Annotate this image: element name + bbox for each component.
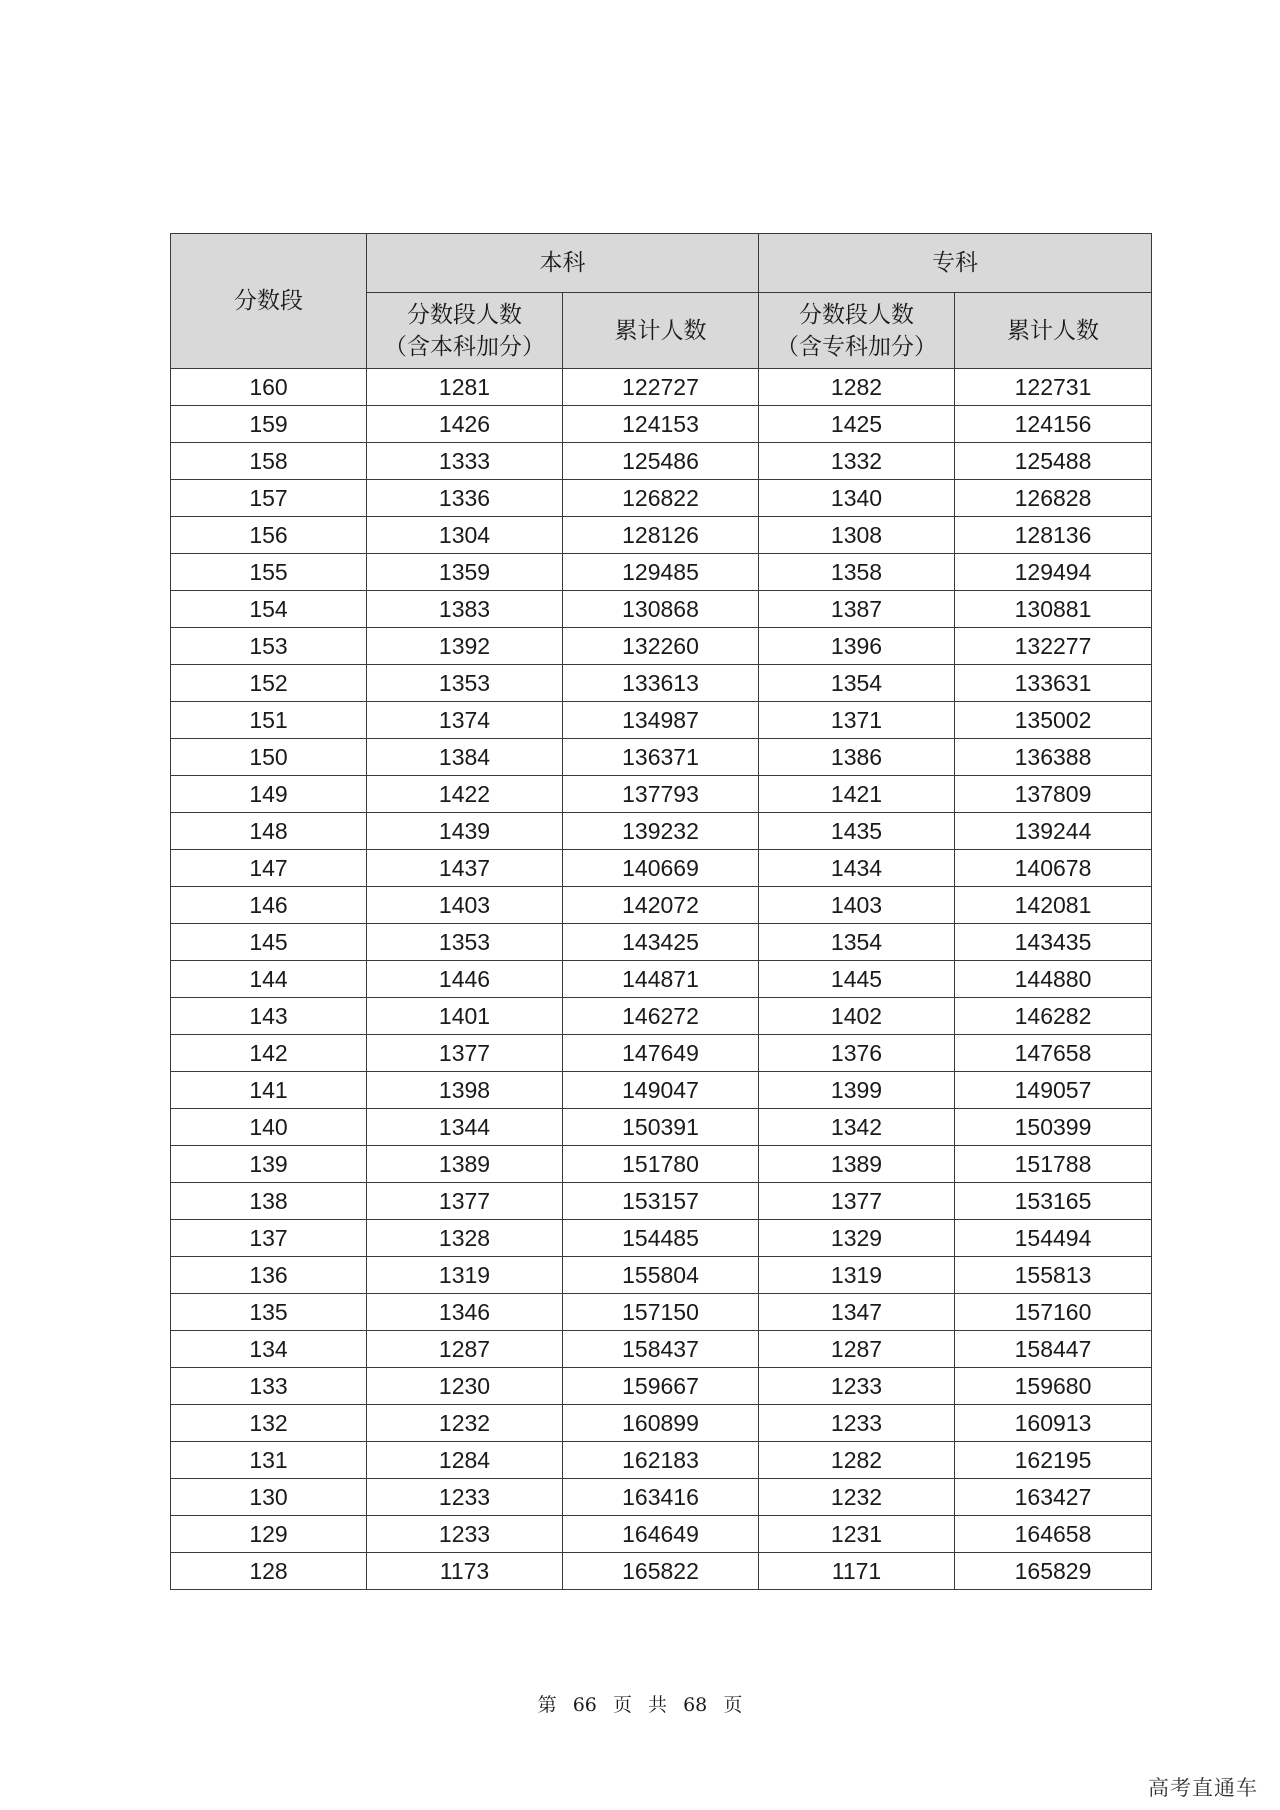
header-benke-count: [367, 293, 563, 369]
benke-cumulative-cell: 139232: [563, 813, 759, 850]
benke-count-cell: 1403: [367, 887, 563, 924]
zhuanke-count-cell: 1354: [759, 665, 955, 702]
table-row: [171, 1479, 1152, 1516]
zhuanke-count-cell: 1377: [759, 1183, 955, 1220]
zhuanke-cumulative-cell: 137809: [955, 776, 1152, 813]
table-row: [171, 739, 1152, 776]
zhuanke-cumulative-cell: 133631: [955, 665, 1152, 702]
score-cell: 160: [171, 369, 367, 406]
table-row: [171, 924, 1152, 961]
zhuanke-cumulative-cell: 162195: [955, 1442, 1152, 1479]
table-row: [171, 776, 1152, 813]
zhuanke-count-cell: 1329: [759, 1220, 955, 1257]
table-row: [171, 665, 1152, 702]
zhuanke-cumulative-cell: 159680: [955, 1368, 1152, 1405]
table-row: [171, 1442, 1152, 1479]
benke-cumulative-cell: 146272: [563, 998, 759, 1035]
benke-count-cell: 1439: [367, 813, 563, 850]
table-row: [171, 1553, 1152, 1590]
benke-count-cell: 1353: [367, 665, 563, 702]
zhuanke-count-cell: 1387: [759, 591, 955, 628]
zhuanke-cumulative-cell: 160913: [955, 1405, 1152, 1442]
zhuanke-count-cell: 1332: [759, 443, 955, 480]
footer-total-pages: 68: [683, 1694, 708, 1716]
benke-count-cell: 1377: [367, 1035, 563, 1072]
zhuanke-cumulative-cell: 126828: [955, 480, 1152, 517]
zhuanke-count-cell: 1282: [759, 1442, 955, 1479]
header-group-benke: 本科: [367, 234, 759, 293]
benke-cumulative-cell: 158437: [563, 1331, 759, 1368]
zhuanke-count-cell: 1308: [759, 517, 955, 554]
score-cell: 128: [171, 1553, 367, 1590]
page-footer: [0, 1690, 1280, 1717]
table-row: [171, 1405, 1152, 1442]
benke-cumulative-cell: 151780: [563, 1146, 759, 1183]
score-cell: 137: [171, 1220, 367, 1257]
benke-cumulative-cell: 137793: [563, 776, 759, 813]
table-row: [171, 554, 1152, 591]
benke-count-cell: 1359: [367, 554, 563, 591]
zhuanke-cumulative-cell: 158447: [955, 1331, 1152, 1368]
watermark-text: 高考直通车: [1148, 1776, 1258, 1800]
benke-count-cell: 1437: [367, 850, 563, 887]
benke-cumulative-cell: 155804: [563, 1257, 759, 1294]
benke-cumulative-cell: 130868: [563, 591, 759, 628]
zhuanke-count-cell: 1287: [759, 1331, 955, 1368]
zhuanke-cumulative-cell: 125488: [955, 443, 1152, 480]
zhuanke-cumulative-cell: 165829: [955, 1553, 1152, 1590]
score-cell: 145: [171, 924, 367, 961]
table-row: [171, 1183, 1152, 1220]
table-row: [171, 813, 1152, 850]
zhuanke-cumulative-cell: 136388: [955, 739, 1152, 776]
table-row: [171, 998, 1152, 1035]
zhuanke-count-cell: 1396: [759, 628, 955, 665]
score-cell: 130: [171, 1479, 367, 1516]
table-row: [171, 1257, 1152, 1294]
zhuanke-count-cell: 1399: [759, 1072, 955, 1109]
table-row: [171, 1035, 1152, 1072]
score-cell: 140: [171, 1109, 367, 1146]
score-distribution-table: [170, 233, 1152, 1590]
table-body: [171, 369, 1152, 1590]
score-cell: 159: [171, 406, 367, 443]
benke-count-cell: 1304: [367, 517, 563, 554]
header-zhuanke-count-line2: （含专科加分）: [776, 333, 937, 360]
table-row: [171, 1109, 1152, 1146]
score-cell: 151: [171, 702, 367, 739]
score-cell: 141: [171, 1072, 367, 1109]
zhuanke-cumulative-cell: 129494: [955, 554, 1152, 591]
table-row: [171, 1146, 1152, 1183]
benke-count-cell: 1401: [367, 998, 563, 1035]
benke-cumulative-cell: 144871: [563, 961, 759, 998]
table-row: [171, 702, 1152, 739]
zhuanke-cumulative-cell: 139244: [955, 813, 1152, 850]
table-row: [171, 1368, 1152, 1405]
benke-count-cell: 1344: [367, 1109, 563, 1146]
benke-cumulative-cell: 162183: [563, 1442, 759, 1479]
zhuanke-count-cell: 1231: [759, 1516, 955, 1553]
table-row: [171, 591, 1152, 628]
benke-count-cell: 1346: [367, 1294, 563, 1331]
benke-count-cell: 1281: [367, 369, 563, 406]
score-cell: 132: [171, 1405, 367, 1442]
zhuanke-count-cell: 1386: [759, 739, 955, 776]
score-cell: 146: [171, 887, 367, 924]
header-row-groups: [171, 234, 1152, 293]
footer-ye-end: 页: [723, 1694, 743, 1716]
table-row: [171, 628, 1152, 665]
benke-count-cell: 1392: [367, 628, 563, 665]
benke-cumulative-cell: 153157: [563, 1183, 759, 1220]
footer-ye: 页: [612, 1694, 632, 1716]
score-cell: 147: [171, 850, 367, 887]
score-cell: 149: [171, 776, 367, 813]
benke-count-cell: 1333: [367, 443, 563, 480]
table-row: [171, 517, 1152, 554]
benke-count-cell: 1383: [367, 591, 563, 628]
score-cell: 133: [171, 1368, 367, 1405]
score-cell: 131: [171, 1442, 367, 1479]
benke-count-cell: 1233: [367, 1479, 563, 1516]
zhuanke-cumulative-cell: 149057: [955, 1072, 1152, 1109]
benke-count-cell: 1353: [367, 924, 563, 961]
score-cell: 154: [171, 591, 367, 628]
zhuanke-cumulative-cell: 151788: [955, 1146, 1152, 1183]
benke-cumulative-cell: 160899: [563, 1405, 759, 1442]
score-cell: 129: [171, 1516, 367, 1553]
benke-count-cell: 1233: [367, 1516, 563, 1553]
benke-cumulative-cell: 159667: [563, 1368, 759, 1405]
zhuanke-cumulative-cell: 132277: [955, 628, 1152, 665]
benke-cumulative-cell: 134987: [563, 702, 759, 739]
table-header: [171, 234, 1152, 369]
score-cell: 153: [171, 628, 367, 665]
zhuanke-count-cell: 1389: [759, 1146, 955, 1183]
score-cell: 144: [171, 961, 367, 998]
header-benke-count-line1: 分数段人数: [407, 301, 522, 328]
benke-count-cell: 1384: [367, 739, 563, 776]
benke-count-cell: 1422: [367, 776, 563, 813]
benke-cumulative-cell: 124153: [563, 406, 759, 443]
score-cell: 135: [171, 1294, 367, 1331]
zhuanke-cumulative-cell: 135002: [955, 702, 1152, 739]
zhuanke-count-cell: 1371: [759, 702, 955, 739]
benke-cumulative-cell: 132260: [563, 628, 759, 665]
table-row: [171, 887, 1152, 924]
zhuanke-count-cell: 1282: [759, 369, 955, 406]
benke-count-cell: 1446: [367, 961, 563, 998]
zhuanke-count-cell: 1402: [759, 998, 955, 1035]
header-zhuanke-count: [759, 293, 955, 369]
benke-cumulative-cell: 157150: [563, 1294, 759, 1331]
footer-gong: 共: [648, 1694, 668, 1716]
benke-cumulative-cell: 126822: [563, 480, 759, 517]
benke-cumulative-cell: 129485: [563, 554, 759, 591]
header-score-segment: 分数段: [171, 234, 367, 369]
table-row: [171, 1331, 1152, 1368]
score-cell: 148: [171, 813, 367, 850]
benke-count-cell: 1232: [367, 1405, 563, 1442]
zhuanke-count-cell: 1358: [759, 554, 955, 591]
benke-cumulative-cell: 164649: [563, 1516, 759, 1553]
benke-count-cell: 1328: [367, 1220, 563, 1257]
benke-count-cell: 1319: [367, 1257, 563, 1294]
zhuanke-cumulative-cell: 128136: [955, 517, 1152, 554]
table-row: [171, 1220, 1152, 1257]
score-cell: 158: [171, 443, 367, 480]
benke-count-cell: 1336: [367, 480, 563, 517]
zhuanke-cumulative-cell: 146282: [955, 998, 1152, 1035]
score-cell: 150: [171, 739, 367, 776]
table-row: [171, 1072, 1152, 1109]
table-row: [171, 443, 1152, 480]
benke-count-cell: 1287: [367, 1331, 563, 1368]
benke-cumulative-cell: 143425: [563, 924, 759, 961]
zhuanke-count-cell: 1434: [759, 850, 955, 887]
benke-count-cell: 1173: [367, 1553, 563, 1590]
zhuanke-cumulative-cell: 122731: [955, 369, 1152, 406]
header-zhuanke-count-line1: 分数段人数: [799, 301, 914, 328]
zhuanke-cumulative-cell: 124156: [955, 406, 1152, 443]
zhuanke-count-cell: 1445: [759, 961, 955, 998]
footer-current-page: 66: [572, 1694, 597, 1716]
benke-cumulative-cell: 133613: [563, 665, 759, 702]
table-row: [171, 850, 1152, 887]
benke-cumulative-cell: 142072: [563, 887, 759, 924]
score-cell: 139: [171, 1146, 367, 1183]
benke-cumulative-cell: 150391: [563, 1109, 759, 1146]
zhuanke-cumulative-cell: 144880: [955, 961, 1152, 998]
table-row: [171, 369, 1152, 406]
zhuanke-count-cell: 1233: [759, 1368, 955, 1405]
benke-cumulative-cell: 154485: [563, 1220, 759, 1257]
score-cell: 136: [171, 1257, 367, 1294]
benke-cumulative-cell: 149047: [563, 1072, 759, 1109]
zhuanke-count-cell: 1354: [759, 924, 955, 961]
benke-cumulative-cell: 128126: [563, 517, 759, 554]
header-benke-count-line2: （含本科加分）: [384, 333, 545, 360]
zhuanke-cumulative-cell: 130881: [955, 591, 1152, 628]
score-cell: 138: [171, 1183, 367, 1220]
benke-cumulative-cell: 136371: [563, 739, 759, 776]
zhuanke-cumulative-cell: 142081: [955, 887, 1152, 924]
score-cell: 152: [171, 665, 367, 702]
zhuanke-cumulative-cell: 150399: [955, 1109, 1152, 1146]
benke-count-cell: 1377: [367, 1183, 563, 1220]
zhuanke-count-cell: 1347: [759, 1294, 955, 1331]
benke-count-cell: 1389: [367, 1146, 563, 1183]
zhuanke-count-cell: 1421: [759, 776, 955, 813]
benke-count-cell: 1374: [367, 702, 563, 739]
header-group-zhuanke: 专科: [759, 234, 1152, 293]
benke-cumulative-cell: 125486: [563, 443, 759, 480]
table-row: [171, 961, 1152, 998]
zhuanke-count-cell: 1232: [759, 1479, 955, 1516]
score-cell: 155: [171, 554, 367, 591]
footer-di: 第: [537, 1694, 557, 1716]
table-row: [171, 406, 1152, 443]
benke-count-cell: 1398: [367, 1072, 563, 1109]
benke-cumulative-cell: 163416: [563, 1479, 759, 1516]
zhuanke-cumulative-cell: 164658: [955, 1516, 1152, 1553]
zhuanke-count-cell: 1425: [759, 406, 955, 443]
zhuanke-count-cell: 1342: [759, 1109, 955, 1146]
zhuanke-cumulative-cell: 157160: [955, 1294, 1152, 1331]
score-cell: 142: [171, 1035, 367, 1072]
zhuanke-cumulative-cell: 153165: [955, 1183, 1152, 1220]
zhuanke-count-cell: 1435: [759, 813, 955, 850]
benke-count-cell: 1230: [367, 1368, 563, 1405]
benke-cumulative-cell: 122727: [563, 369, 759, 406]
zhuanke-count-cell: 1403: [759, 887, 955, 924]
score-cell: 156: [171, 517, 367, 554]
benke-cumulative-cell: 140669: [563, 850, 759, 887]
zhuanke-cumulative-cell: 163427: [955, 1479, 1152, 1516]
zhuanke-cumulative-cell: 154494: [955, 1220, 1152, 1257]
zhuanke-count-cell: 1319: [759, 1257, 955, 1294]
benke-count-cell: 1426: [367, 406, 563, 443]
score-cell: 157: [171, 480, 367, 517]
zhuanke-cumulative-cell: 147658: [955, 1035, 1152, 1072]
header-zhuanke-cumulative: 累计人数: [955, 293, 1152, 369]
zhuanke-count-cell: 1376: [759, 1035, 955, 1072]
score-cell: 143: [171, 998, 367, 1035]
zhuanke-count-cell: 1233: [759, 1405, 955, 1442]
zhuanke-count-cell: 1171: [759, 1553, 955, 1590]
benke-count-cell: 1284: [367, 1442, 563, 1479]
zhuanke-count-cell: 1340: [759, 480, 955, 517]
score-cell: 134: [171, 1331, 367, 1368]
zhuanke-cumulative-cell: 155813: [955, 1257, 1152, 1294]
zhuanke-cumulative-cell: 140678: [955, 850, 1152, 887]
table-row: [171, 1516, 1152, 1553]
header-benke-cumulative: 累计人数: [563, 293, 759, 369]
benke-cumulative-cell: 147649: [563, 1035, 759, 1072]
zhuanke-cumulative-cell: 143435: [955, 924, 1152, 961]
table-row: [171, 480, 1152, 517]
table-row: [171, 1294, 1152, 1331]
benke-cumulative-cell: 165822: [563, 1553, 759, 1590]
